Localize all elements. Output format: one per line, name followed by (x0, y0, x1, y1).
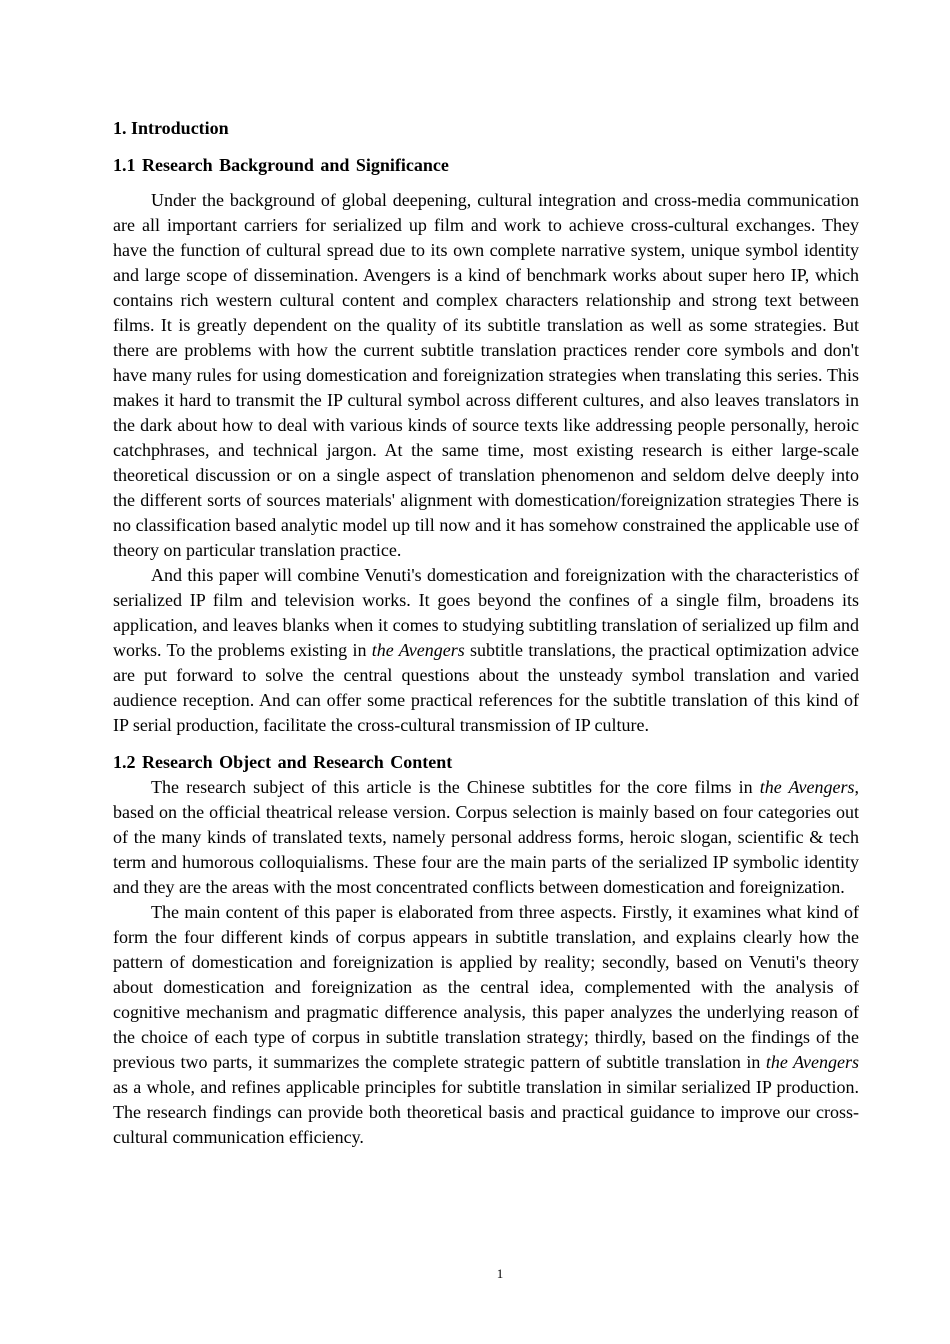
paragraph-text: as a whole, and refines applicable principles for subtitle translation in similar serialized IP production. The research findings can provide both theoretical basis and practical guidance to improve our cross-cultural communication efficiency. (113, 1077, 859, 1147)
italic-title: the Avengers (765, 1052, 859, 1072)
paragraph-text: The main content of this paper is elaborated from three aspects. Firstly, it examines what kind of form the four different kinds of corpus appears in subtitle translation, and explains clearly how the pattern of domestication and foreignization is applied by reality; secondly, based on Venuti's theory about domestication and foreignization as the central idea, complemented with the analysis of cognitive mechanism and pragmatic difference analysis, this paper analyzes the underlying reason of the choice of each type of corpus in subtitle translation strategy; thirdly, based on the findings of the previous two parts, it summarizes the complete strategic pattern of subtitle translation in (113, 902, 859, 1072)
subsection-heading-research-object: 1.2 Research Object and Research Content (113, 752, 453, 772)
section-heading-introduction: 1. Introduction (113, 118, 229, 138)
paragraph-background-1: Under the background of global deepening, cultural integration and cross-media communication are all important carriers for serialized up film and work to achieve cross-cultural exchanges. They have the function of cultural spread due to its own complete narrative system, unique symbol identity and large scope of dissemination. Avengers is a kind of benchmark works about super hero IP, which contains rich western cultural content and complex characters relationship and strong text between films. It is greatly dependent on the quality of its subtitle translation as well as some strategies. But there are problems with how the current subtitle translation practices render core symbols and don't have many rules for using domestication and foreignization strategies when translating this series. This makes it hard to transmit the IP cultural symbol across different cultures, and also leaves translators in the dark about how to deal with various kinds of source texts like addressing people personally, heroic catchphrases, and technical jargon. At the same time, most existing research is either large-scale theoretical discussion or on a single aspect of translation phenomenon and seldom delve deeply into the different sorts of sources materials' alignment with domestication/foreignization strategies There is no classification based analytic model up till now and it has somehow constrained the applicable use of theory on particular translation practice. (113, 190, 859, 560)
subsection-heading-background: 1.1 Research Background and Significance (113, 155, 449, 175)
paragraph-text: And this paper will combine Venuti's domestication and foreignization with the characteristics of serialized IP film and television works. It goes beyond the confines of a single film, broadens its application, and leaves blanks when it comes to studying subtitling translation of serialized up film and works. To the problems existing in (113, 565, 859, 660)
paragraph-text: The research subject of this article is the Chinese subtitles for the core films in (151, 777, 760, 797)
paragraph-background-2 (113, 563, 859, 738)
italic-title: the Avengers (759, 777, 855, 797)
page-number: 1 (496, 1266, 504, 1281)
paragraph-research-object-2 (113, 900, 859, 1150)
paragraph-text: subtitle translations, the practical optimization advice are put forward to solve the central questions about the unsteady symbol translation and varied audience reception. And can offer some practical references for the subtitle translation of this kind of IP serial production, facilitate the cross-cultural transmission of IP culture. (113, 640, 859, 735)
italic-title: the Avengers (371, 640, 465, 660)
paragraph-text: , based on the official theatrical release version. Corpus selection is mainly based on four categories out of the many kinds of translated texts, namely personal address forms, heroic slogan, scientific & tech term and humorous colloquialisms. These four are the main parts of the serialized IP symbolic identity and they are the areas with the most concentrated conflicts between domestication and foreignization. (113, 777, 859, 897)
paragraph-research-object-1 (113, 775, 859, 900)
document-body (113, 116, 859, 1150)
